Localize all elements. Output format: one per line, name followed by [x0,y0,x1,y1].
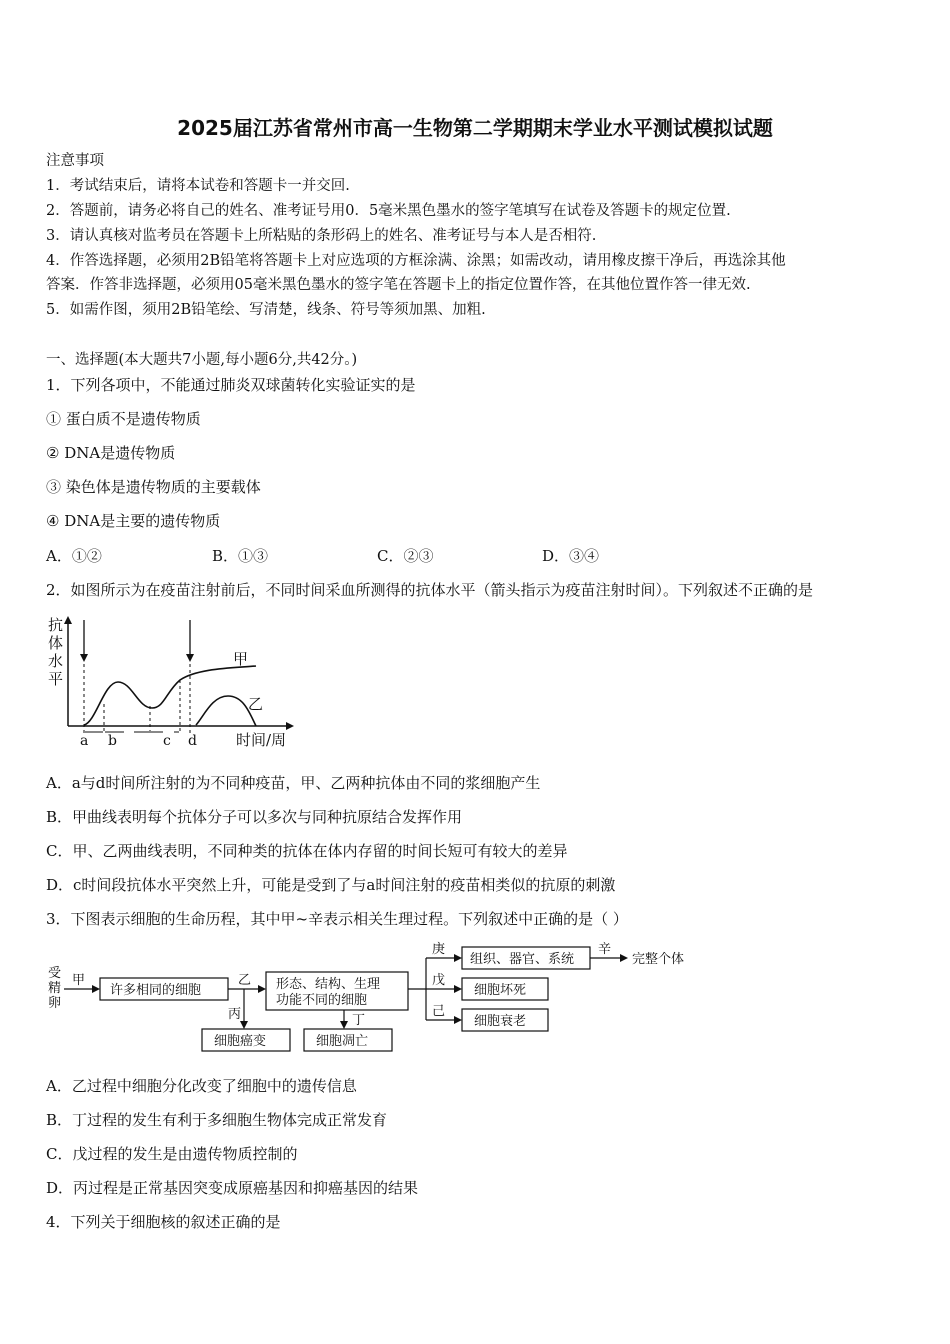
option-a[interactable]: A．①② [46,547,102,565]
notice-item: 4．作答选择题，必须用2B铅笔将答题卡上对应选项的方框涂满、涂黑；如需改动，请用橡皮擦干净后，再选涂其他 [46,253,786,269]
interval-label-d: d [188,733,197,749]
section-heading: 一、选择题(本大题共7小题,每小题6分,共42分。) [46,352,358,368]
statement-1: ① 蛋白质不是遗传物质 [46,410,201,428]
question-2-stem: 2．如图所示为在疫苗注射前后，不同时间采血所测得的抗体水平（箭头指示为疫苗注射时间）。下列叙述不正确的是 [46,581,814,599]
x-axis-arrow [286,722,294,730]
process-jia: 甲 [72,973,86,988]
curve-label-jia: 甲 [233,650,249,668]
start-char: 卵 [48,996,62,1011]
page-title: 2025届江苏省常州市高一生物第二学期期末学业水平测试模拟试题 [177,116,773,140]
y-label-char: 抗 [48,616,64,634]
q3-option-b[interactable]: B．丁过程的发生有利于多细胞生物体完成正常发育 [46,1111,388,1129]
process-wu: 戊 [432,973,446,988]
y-axis-arrow [64,616,72,624]
interval-label-c: c [163,733,171,749]
box-label: 细胞凋亡 [316,1034,369,1049]
process-yi: 乙 [238,973,252,988]
y-label-char: 水 [48,652,64,670]
notice-item: 3．请认真核对监考员在答题卡上所粘贴的条形码上的姓名、准考证号与本人是否相符. [46,228,597,244]
interval-label-b: b [108,733,117,749]
process-xin: 辛 [598,942,612,957]
box-label: 许多相同的细胞 [110,983,202,998]
q3-option-c[interactable]: C．戊过程的发生是由遗传物质控制的 [46,1145,298,1163]
notice-item: 2．答题前，请务必将自己的姓名、准考证号用0．5毫米黑色墨水的签字笔填写在试卷及答题卡的规定位置. [46,203,731,219]
box-label: 形态、结构、生理 [276,977,381,992]
interval-label-a: a [80,733,89,749]
process-bing: 丙 [228,1007,242,1022]
process-ding: 丁 [352,1013,366,1028]
start-char: 受 [48,966,62,981]
q3-option-a[interactable]: A．乙过程中细胞分化改变了细胞中的遗传信息 [46,1077,357,1095]
curve-label-yi: 乙 [248,695,264,713]
option-b[interactable]: B．①③ [212,547,269,565]
option-c[interactable]: C．②③ [377,547,434,565]
box-label: 功能不同的细胞 [276,993,368,1008]
notice-heading: 注意事项 [46,153,104,169]
question-4-stem: 4．下列关于细胞核的叙述正确的是 [46,1213,281,1231]
question-1-stem: 1．下列各项中，不能通过肺炎双球菌转化实验证实的是 [46,376,416,394]
q3-option-d[interactable]: D．丙过程是正常基因突变成原癌基因和抑癌基因的结果 [46,1179,419,1197]
process-geng: 庚 [432,942,446,957]
start-char: 精 [48,981,62,996]
y-label-char: 平 [48,670,64,688]
q2-option-b[interactable]: B．甲曲线表明每个抗体分子可以多次与同种抗原结合发挥作用 [46,808,463,826]
injection-arrow-head [186,654,194,662]
injection-arrow-head [80,654,88,662]
cell-life-history-figure [46,938,706,1056]
box-label: 完整个体 [632,952,685,967]
box-label: 细胞衰老 [474,1014,527,1029]
notice-item: 答案．作答非选择题，必须用05毫米黑色墨水的签字笔在答题卡上的指定位置作答，在其他位置作答一律无效. [46,277,751,293]
x-axis-label: 时间/周 [236,731,287,749]
curve-yi [196,696,256,726]
notice-item: 1．考试结束后，请将本试卷和答题卡一并交回. [46,178,350,194]
statement-2: ② DNA是遗传物质 [46,444,176,462]
statement-4: ④ DNA是主要的遗传物质 [46,512,221,530]
question-3-stem: 3．下图表示细胞的生命历程，其中甲~辛表示相关生理过程。下列叙述中正确的是（ ） [46,910,628,928]
y-label-char: 体 [48,634,64,652]
statement-3: ③ 染色体是遗传物质的主要载体 [46,478,261,496]
option-d[interactable]: D．③④ [542,547,600,565]
box-label: 细胞坏死 [474,983,527,998]
notice-item: 5．如需作图，须用2B铅笔绘、写清楚，线条、符号等须加黑、加粗. [46,302,486,318]
box-label: 细胞癌变 [214,1034,267,1049]
q2-option-d[interactable]: D．c时间段抗体水平突然上升，可能是受到了与a时间注射的疫苗相类似的抗原的刺激 [46,876,616,894]
process-ji: 己 [432,1004,446,1019]
q2-option-c[interactable]: C．甲、乙两曲线表明，不同种类的抗体在体内存留的时间长短可有较大的差异 [46,842,568,860]
antibody-level-figure [46,610,306,756]
box-label: 组织、器官、系统 [470,952,575,967]
q2-option-a[interactable]: A．a与d时间所注射的为不同种疫苗，甲、乙两种抗体由不同的浆细胞产生 [46,774,541,792]
